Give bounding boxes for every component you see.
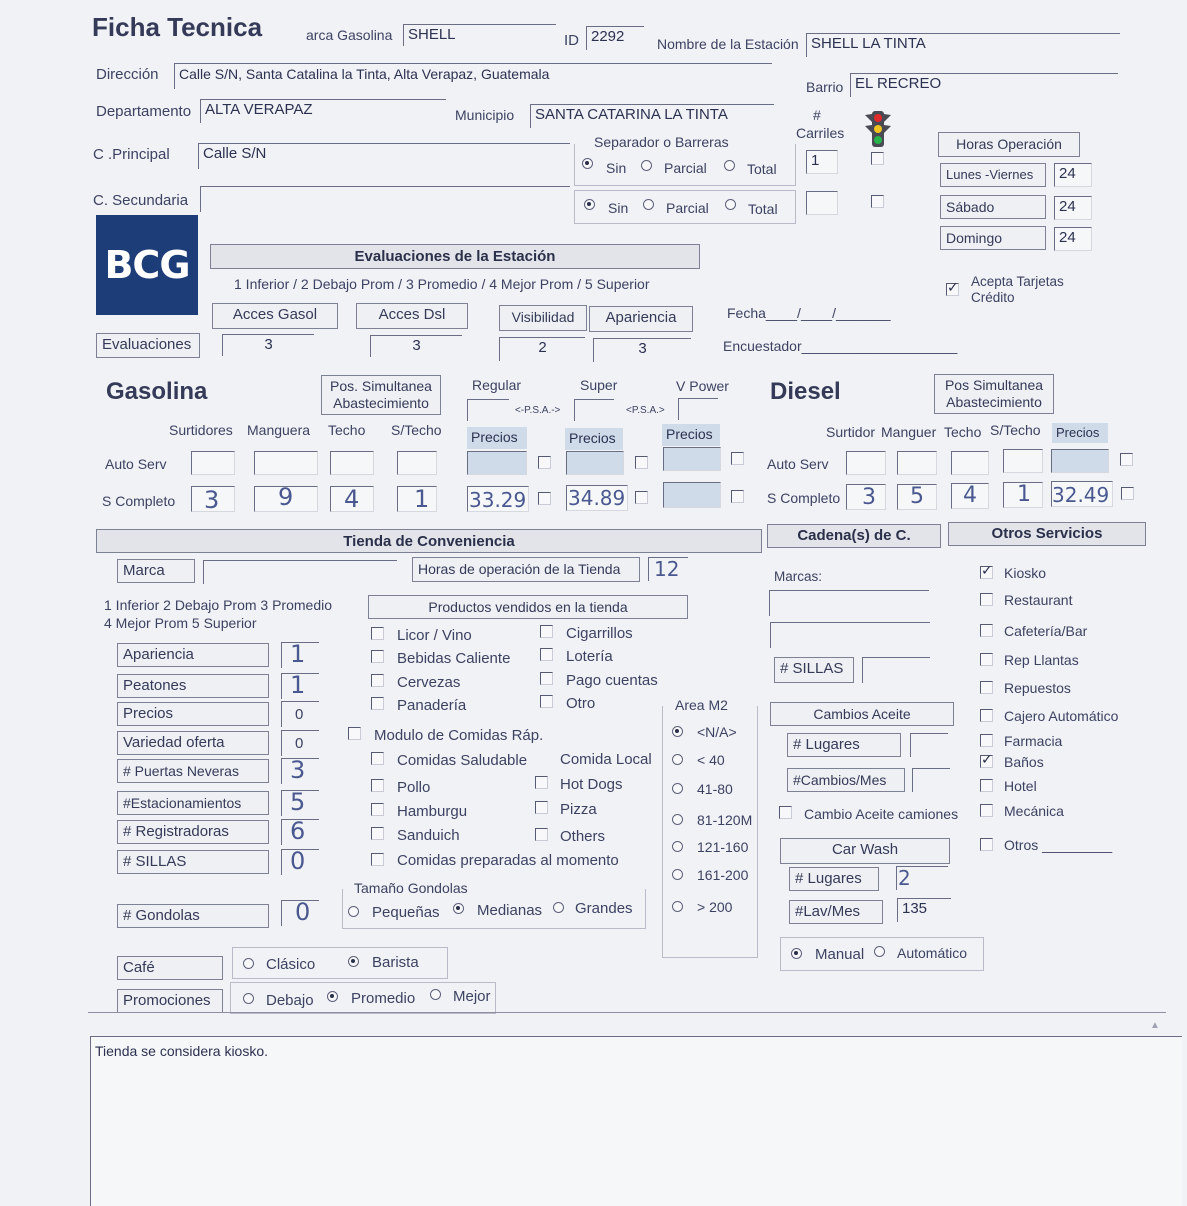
servicio-checkbox[interactable]	[980, 779, 993, 792]
servicio-label: Cafetería/Bar	[1004, 623, 1088, 639]
regular-label: Regular	[472, 377, 522, 393]
calle-principal-label: C .Principal	[93, 146, 170, 163]
rating-value: 6	[290, 817, 306, 845]
col-precios-vpower: Precios	[662, 424, 720, 446]
comida-checkbox[interactable]	[371, 752, 384, 765]
secundaria-parcial-radio[interactable]	[643, 199, 654, 210]
diesel-auto-techo[interactable]	[951, 451, 989, 475]
area-radio[interactable]	[672, 726, 683, 737]
area-option-label: 121-160	[697, 839, 749, 855]
rating-label: # SILLAS	[117, 850, 269, 874]
gas-completo-manguera: 9	[278, 483, 294, 511]
carwash-lugares-value: 2	[898, 866, 911, 890]
otros-servicios-title: Otros Servicios	[948, 522, 1146, 546]
barrio-field[interactable]: EL RECREO	[850, 73, 1118, 97]
tamano-medianas-radio[interactable]	[453, 903, 464, 914]
comida-label: Hamburgu	[397, 803, 468, 820]
producto-label: Lotería	[566, 648, 613, 665]
visibilidad-button[interactable]: Visibilidad	[499, 305, 587, 331]
hours-domingo-label: Domingo	[940, 226, 1046, 250]
gas-completo-precio-regular: 33.29	[469, 488, 527, 512]
carriles-principal-field[interactable]: 1	[806, 150, 838, 174]
rating-label: Variedad oferta	[117, 731, 269, 755]
promo-debajo-label: Debajo	[266, 992, 314, 1009]
diesel-completo-label: S Completo	[767, 490, 841, 506]
comida-label: Hot Dogs	[560, 776, 623, 793]
cambios-mes-field[interactable]	[912, 768, 950, 792]
gondolas-label: # Gondolas	[117, 904, 269, 928]
secundaria-sin-radio[interactable]	[584, 199, 595, 210]
gas-auto-precio-regular[interactable]	[467, 451, 527, 475]
tamano-grandes-label: Grandes	[575, 900, 633, 917]
principal-total-radio[interactable]	[724, 160, 735, 171]
gas-completo-vpower-checkbox[interactable]	[731, 490, 744, 503]
carwash-automatico-radio[interactable]	[874, 946, 885, 957]
diesel-completo-techo: 4	[963, 483, 977, 508]
diesel-auto-manguer[interactable]	[897, 451, 937, 475]
cafe-clasico-radio[interactable]	[243, 958, 254, 969]
comida-checkbox[interactable]	[371, 779, 384, 792]
promociones-label: Promociones	[117, 989, 223, 1013]
gasolina-pos-simultanea: Pos. Simultanea Abastecimiento	[321, 375, 441, 415]
carriles-secundaria-checkbox[interactable]	[871, 195, 884, 208]
hours-sabado-field[interactable]: 24	[1054, 196, 1092, 220]
diesel-title: Diesel	[770, 378, 841, 405]
fecha-label: Fecha____/____/_______	[727, 305, 891, 321]
tamano-gondolas-label: Tamaño Gondolas	[354, 880, 468, 896]
area-radio[interactable]	[672, 814, 683, 825]
tamano-pequenas-radio[interactable]	[348, 906, 359, 917]
servicio-checkbox[interactable]	[980, 653, 993, 666]
gas-completo-techo: 4	[344, 485, 360, 513]
rating-value: 0	[290, 847, 306, 875]
servicio-checkbox[interactable]	[980, 709, 993, 722]
page-title: Ficha Tecnica	[92, 12, 263, 42]
servicio-label: Mecánica	[1004, 803, 1064, 819]
servicio-label: Restaurant	[1004, 592, 1073, 608]
cadena-sillas-label: # SILLAS	[774, 657, 854, 683]
servicio-checkbox[interactable]	[980, 566, 993, 579]
servicio-checkbox[interactable]	[980, 755, 993, 768]
eval-acces-gasol-field[interactable]: 3	[222, 334, 314, 356]
area-option-label: < 40	[697, 752, 725, 768]
producto-label: Bebidas Caliente	[397, 650, 511, 667]
servicio-label: Baños	[1004, 754, 1044, 770]
area-option-label: > 200	[697, 899, 733, 915]
promo-debajo-radio[interactable]	[243, 993, 254, 1004]
producto-checkbox[interactable]	[371, 650, 384, 663]
bcg-logo	[96, 215, 198, 315]
cadena-marca-2-field[interactable]	[770, 622, 930, 648]
servicio-label: Hotel	[1004, 778, 1037, 794]
diesel-auto-checkbox[interactable]	[1120, 453, 1133, 466]
tienda-marca-label: Marca	[117, 559, 195, 583]
vpower-label: V Power	[676, 378, 729, 394]
carwash-automatico-label: Automático	[897, 945, 968, 961]
diesel-auto-surtidor[interactable]	[846, 451, 886, 475]
cafe-barista-radio[interactable]	[348, 956, 359, 967]
tienda-title: Tienda de Conveniencia	[96, 529, 762, 553]
gas-auto-serv-label: Auto Serv	[105, 456, 167, 472]
servicio-checkbox[interactable]	[980, 624, 993, 637]
servicio-checkbox[interactable]	[980, 804, 993, 817]
eval-visibilidad-field[interactable]: 2	[499, 337, 585, 361]
gas-auto-precio-super[interactable]	[566, 451, 624, 475]
carwash-lugares-label: # Lugares	[789, 867, 879, 891]
carwash-manual-radio[interactable]	[791, 948, 802, 959]
psa-regular-field[interactable]	[467, 399, 509, 421]
hours-sabado-label: Sábado	[940, 195, 1046, 219]
gas-completo-super-checkbox[interactable]	[635, 491, 648, 504]
comida-label: Sanduich	[397, 827, 460, 844]
rating-value: 0	[295, 735, 304, 752]
gas-auto-precio-vpower[interactable]	[663, 447, 721, 471]
departamento-label: Departamento	[96, 103, 192, 120]
producto-checkbox[interactable]	[371, 627, 384, 640]
area-radio[interactable]	[672, 869, 683, 880]
producto-checkbox[interactable]	[540, 648, 553, 661]
eval-apariencia-field[interactable]: 3	[593, 338, 691, 362]
notes-textarea[interactable]	[90, 1036, 1182, 1206]
hours-lunes-label: Lunes -Viernes	[940, 163, 1046, 187]
gas-auto-super-checkbox[interactable]	[635, 456, 648, 469]
carwash-lav-field[interactable]: 135	[897, 898, 951, 922]
promo-mejor-radio[interactable]	[430, 989, 441, 1000]
marca-gasolina-label: arca Gasolina	[306, 27, 393, 43]
gasolina-title: Gasolina	[106, 378, 208, 405]
diesel-completo-surtidor: 3	[862, 485, 876, 510]
tienda-scale-2: 4 Mejor Prom 5 Superior	[104, 615, 257, 631]
tienda-horas-label: Horas de operación de la Tienda	[412, 557, 640, 582]
diesel-col-stecho: S/Techo	[990, 422, 1041, 438]
servicio-label: Farmacia	[1004, 733, 1063, 749]
acces-dsl-button[interactable]: Acces Dsl	[356, 303, 468, 329]
secundaria-total-radio[interactable]	[725, 199, 736, 210]
cafe-label: Café	[117, 956, 223, 980]
tamano-grandes-radio[interactable]	[553, 902, 564, 913]
hours-lunes-field[interactable]: 24	[1054, 163, 1092, 187]
psa-vpower-field[interactable]	[678, 398, 718, 420]
diesel-completo-checkbox[interactable]	[1121, 487, 1134, 500]
gas-completo-precio-vpower[interactable]	[663, 482, 721, 508]
gas-completo-surtidores: 3	[204, 486, 220, 514]
promo-promedio-radio[interactable]	[327, 991, 338, 1002]
marca-gasolina-field[interactable]: SHELL	[403, 24, 556, 46]
principal-parcial-label: Parcial	[664, 160, 707, 176]
gas-completo-stecho: 1	[414, 485, 430, 513]
secundaria-parcial-label: Parcial	[666, 200, 709, 216]
gas-auto-vpower-checkbox[interactable]	[731, 452, 744, 465]
bcg-logo-text: BCG	[104, 243, 190, 287]
psa-label-2: <P.S.A.>	[626, 405, 665, 416]
car-wash-title: Car Wash	[780, 838, 950, 864]
carriles-label-hash: #	[813, 107, 821, 123]
producto-checkbox[interactable]	[540, 625, 553, 638]
servicio-label: Repuestos	[1004, 680, 1071, 696]
tienda-marca-field[interactable]	[203, 560, 397, 584]
carriles-principal-checkbox[interactable]	[871, 152, 884, 165]
col-precios-super: Precios	[565, 428, 623, 450]
acepta-tarjetas-checkbox[interactable]	[946, 283, 959, 296]
area-option-label: <N/A>	[697, 724, 737, 740]
producto-label: Pago cuentas	[566, 672, 658, 689]
producto-checkbox[interactable]	[540, 695, 553, 708]
gas-completo-label: S Completo	[102, 493, 176, 509]
principal-sin-label: Sin	[606, 160, 627, 176]
secundaria-total-label: Total	[748, 201, 778, 217]
promo-mejor-label: Mejor	[453, 988, 491, 1005]
cambios-lugares-label: # Lugares	[787, 733, 901, 757]
rating-label: Peatones	[117, 674, 269, 698]
gas-completo-regular-checkbox[interactable]	[538, 492, 551, 505]
producto-checkbox[interactable]	[540, 672, 553, 685]
rating-label: Apariencia	[117, 643, 269, 667]
rating-value: 5	[290, 788, 306, 816]
carriles-label: Carriles	[796, 125, 845, 141]
cafe-barista-label: Barista	[372, 954, 419, 971]
comidas-preparadas-label: Comidas preparadas al momento	[397, 852, 619, 869]
promo-promedio-label: Promedio	[351, 990, 416, 1007]
producto-label: Cervezas	[397, 674, 461, 691]
servicio-checkbox[interactable]	[980, 681, 993, 694]
tamano-pequenas-label: Pequeñas	[372, 904, 440, 921]
gas-completo-precio-super: 34.89	[568, 486, 626, 510]
psa-super-field[interactable]	[574, 399, 614, 421]
cambio-aceite-camiones-label: Cambio Aceite camiones	[804, 806, 959, 822]
gas-auto-regular-checkbox[interactable]	[538, 456, 551, 469]
comida-label: Comidas Saludable	[397, 752, 528, 769]
col-techo: Techo	[328, 422, 366, 438]
notes-divider	[88, 1012, 1166, 1013]
tienda-scale-1: 1 Inferior 2 Debajo Prom 3 Promedio	[104, 597, 332, 613]
notes-text: Tienda se considera kiosko.	[95, 1043, 269, 1059]
diesel-completo-precio: 32.49	[1052, 483, 1110, 507]
diesel-col-techo: Techo	[944, 424, 982, 440]
diesel-auto-serv-label: Auto Serv	[767, 456, 829, 472]
carriles-secundaria-field[interactable]	[806, 191, 838, 215]
diesel-auto-precio[interactable]	[1051, 449, 1109, 473]
cadena-title: Cadena(s) de C.	[767, 524, 941, 548]
gondolas-value: 0	[295, 898, 311, 926]
gas-auto-manguera[interactable]	[254, 451, 318, 475]
area-radio[interactable]	[672, 754, 683, 765]
direccion-label: Dirección	[96, 66, 159, 83]
principal-sin-radio[interactable]	[582, 158, 593, 169]
psa-label-1: <-P.S.A.->	[515, 405, 561, 416]
diesel-col-precios: Precios	[1052, 423, 1108, 443]
rating-value: 1	[290, 671, 306, 699]
comida-checkbox[interactable]	[371, 803, 384, 816]
traffic-light-icon	[864, 110, 892, 148]
municipio-label: Municipio	[455, 107, 515, 123]
productos-vendidos-title: Productos vendidos en la tienda	[368, 595, 688, 619]
diesel-completo-stecho: 1	[1017, 482, 1031, 507]
principal-total-label: Total	[747, 161, 777, 177]
comida-label: Others	[560, 828, 606, 845]
cadena-sillas-field[interactable]	[862, 657, 930, 683]
acces-gasol-button[interactable]: Acces Gasol	[212, 303, 338, 329]
producto-checkbox[interactable]	[371, 674, 384, 687]
cambios-aceite-title: Cambios Aceite	[770, 702, 954, 726]
tamano-medianas-label: Medianas	[477, 902, 543, 919]
col-stecho: S/Techo	[391, 422, 442, 438]
comida-label: Pollo	[397, 779, 431, 796]
rating-value: 3	[290, 756, 306, 784]
cadena-marcas-label: Marcas:	[774, 569, 823, 584]
area-radio[interactable]	[672, 901, 683, 912]
diesel-pos-simultanea: Pos Simultanea Abastecimiento	[934, 374, 1054, 414]
producto-label: Licor / Vino	[397, 627, 472, 644]
diesel-auto-stecho[interactable]	[1003, 449, 1043, 473]
area-radio[interactable]	[672, 783, 683, 794]
municipio-field[interactable]: SANTA CATARINA LA TINTA	[530, 104, 774, 128]
gas-auto-techo[interactable]	[330, 451, 374, 475]
carwash-lav-label: #Lav/Mes	[789, 900, 883, 924]
evaluaciones-scale: 1 Inferior / 2 Debajo Prom / 3 Promedio / 4 Mejor Prom / 5 Superior	[234, 276, 650, 292]
cambios-mes-label: #Cambios/Mes	[787, 768, 905, 792]
rating-value: 1	[290, 640, 306, 668]
cafe-clasico-label: Clásico	[266, 956, 316, 973]
rating-label: #Estacionamientos	[117, 791, 269, 815]
separador-label: Separador o Barreras	[594, 134, 729, 150]
servicio-checkbox[interactable]	[980, 593, 993, 606]
diesel-completo-manguer: 5	[910, 484, 924, 509]
nombre-estacion-field[interactable]: SHELL LA TINTA	[806, 33, 1120, 57]
comida-label: Pizza	[560, 801, 597, 818]
rating-label: # Registradoras	[117, 820, 269, 844]
principal-parcial-radio[interactable]	[641, 160, 652, 171]
tienda-horas-value: 12	[654, 557, 680, 581]
evaluaciones-row-label: Evaluaciones	[96, 333, 200, 358]
servicio-label: Otros _________	[1004, 837, 1113, 853]
barrio-label: Barrio	[806, 79, 844, 95]
direccion-field[interactable]: Calle S/N, Santa Catalina la Tinta, Alta Verapaz, Guatemala	[174, 63, 772, 89]
servicio-label: Kiosko	[1004, 565, 1047, 581]
gas-auto-stecho[interactable]	[397, 451, 437, 475]
comida-checkbox[interactable]	[371, 827, 384, 840]
diesel-col-manguer: Manguer	[881, 424, 937, 440]
calle-secundaria-label: C. Secundaria	[93, 192, 189, 209]
cadena-marca-1-field[interactable]	[769, 590, 929, 616]
producto-label: Cigarrillos	[566, 625, 633, 642]
hours-domingo-field[interactable]: 24	[1054, 227, 1092, 251]
area-radio[interactable]	[672, 841, 683, 852]
apariencia-button[interactable]: Apariencia	[589, 306, 693, 332]
servicio-label: Cajero Automático	[1004, 708, 1119, 724]
id-field[interactable]: 2292	[586, 26, 644, 50]
rating-label: Precios	[117, 702, 269, 726]
col-manguera: Manguera	[247, 422, 311, 438]
col-precios-regular: Precios	[467, 427, 527, 449]
acepta-tarjetas-label: Acepta Tarjetas Crédito	[971, 274, 1064, 305]
super-label: Super	[580, 377, 618, 393]
cambios-lugares-field[interactable]	[910, 733, 948, 757]
producto-label: Otro	[566, 695, 596, 712]
id-label: ID	[564, 32, 579, 49]
diesel-col-surtidor: Surtidor	[826, 424, 876, 440]
producto-checkbox[interactable]	[371, 697, 384, 710]
servicio-checkbox[interactable]	[980, 734, 993, 747]
modulo-comidas-label: Modulo de Comidas Ráp.	[374, 727, 544, 744]
comida-local-label: Comida Local	[560, 751, 652, 768]
area-m2-group	[662, 706, 758, 958]
area-option-label: 41-80	[697, 781, 733, 797]
modulo-comidas-checkbox[interactable]	[348, 727, 361, 740]
cambio-aceite-camiones-checkbox[interactable]	[779, 806, 792, 819]
carwash-manual-label: Manual	[815, 946, 865, 963]
eval-acces-dsl-field[interactable]: 3	[370, 335, 462, 357]
area-m2-label: Area M2	[675, 697, 728, 713]
secundaria-sin-label: Sin	[608, 200, 629, 216]
encuestador-label: Encuestador____________________	[723, 338, 958, 354]
col-surtidores: Surtidores	[169, 422, 233, 438]
comida-checkbox[interactable]	[535, 828, 548, 841]
departamento-field[interactable]: ALTA VERAPAZ	[200, 99, 446, 123]
area-option-label: 161-200	[697, 867, 749, 883]
gas-auto-surtidores[interactable]	[191, 451, 235, 475]
rating-value: 0	[295, 706, 304, 723]
area-option-label: 81-120M	[697, 812, 753, 828]
evaluaciones-title: Evaluaciones de la Estación	[210, 244, 700, 269]
servicio-checkbox[interactable]	[980, 838, 993, 851]
comidas-preparadas-checkbox[interactable]	[371, 853, 384, 866]
comida-checkbox[interactable]	[535, 776, 548, 789]
nombre-estacion-label: Nombre de la Estación	[657, 36, 799, 52]
servicio-label: Rep Llantas	[1004, 652, 1079, 668]
scroll-up-icon[interactable]: ▲	[1150, 1020, 1160, 1031]
horas-operacion-button[interactable]: Horas Operación	[938, 132, 1080, 157]
producto-label: Panadería	[397, 697, 467, 714]
rating-label: # Puertas Neveras	[117, 759, 269, 783]
calle-secundaria-field[interactable]	[200, 186, 570, 212]
calle-principal-field[interactable]: Calle S/N	[198, 143, 570, 169]
comida-checkbox[interactable]	[535, 801, 548, 814]
